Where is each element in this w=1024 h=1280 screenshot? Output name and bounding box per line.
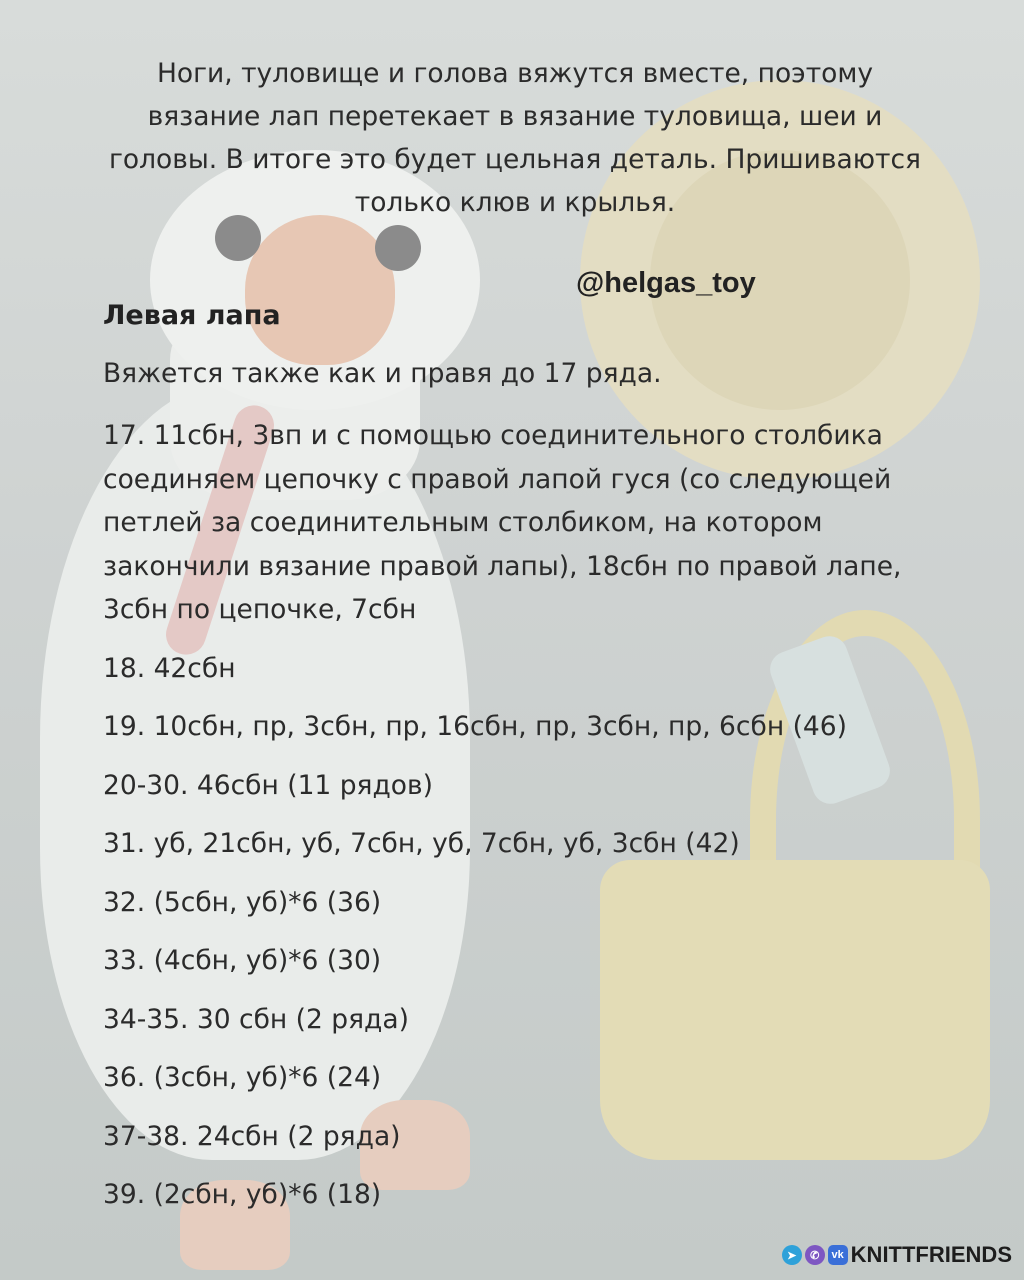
row-item: 39. (2сбн, уб)*6 (18) bbox=[103, 1179, 382, 1210]
author-handle: @helgas_toy bbox=[576, 267, 756, 299]
row-instructions bbox=[103, 414, 943, 1232]
row-item: 18. 42сбн bbox=[103, 652, 236, 684]
row-item: 31. уб, 21сбн, уб, 7сбн, уб, 7сбн, уб, 3сбн (42) bbox=[103, 828, 740, 859]
telegram-icon: ➤ bbox=[782, 1245, 802, 1265]
row-item: 20-30. 46сбн (11 рядов) bbox=[103, 769, 433, 801]
row-item: 37-38. 24сбн (2 ряда) bbox=[103, 1120, 401, 1152]
viber-icon: ✆ bbox=[805, 1245, 825, 1265]
row-item: 32. (5сбн, уб)*6 (36) bbox=[103, 886, 382, 918]
brand-name: KNITTFRIENDS bbox=[850, 1242, 1012, 1267]
row-item: 17. 11сбн, 3вп и с помощью соединительного столбика соединяем цепочку с правой лапой гуся (со следующей петлей за соединительным столбиком, на котором закончили вязание правой лапы), 18сбн по правой лапе, 3сбн по цепочке, 7сбн bbox=[103, 420, 902, 625]
row-item: 34-35. 30 сбн (2 ряда) bbox=[103, 1003, 409, 1035]
row-item: 19. 10сбн, пр, 3сбн, пр, 16сбн, пр, 3сбн, пр, 6сбн (46) bbox=[103, 711, 847, 742]
row-item: 33. (4сбн, уб)*6 (30) bbox=[103, 945, 382, 976]
vk-icon: vk bbox=[828, 1245, 848, 1265]
section-title: Левая лапа bbox=[103, 300, 281, 331]
section-lead: Вяжется также как и правя до 17 ряда. bbox=[103, 358, 662, 389]
footer-brand bbox=[782, 1242, 1012, 1268]
row-item: 36. (3сбн, уб)*6 (24) bbox=[103, 1062, 382, 1093]
intro-text: Ноги, туловище и голова вяжутся вместе, поэтому вязание лап перетекает в вязание туловища, шеи и головы. В итоге это будет цельная деталь. Пришиваются только клюв и крылья. bbox=[108, 58, 921, 218]
